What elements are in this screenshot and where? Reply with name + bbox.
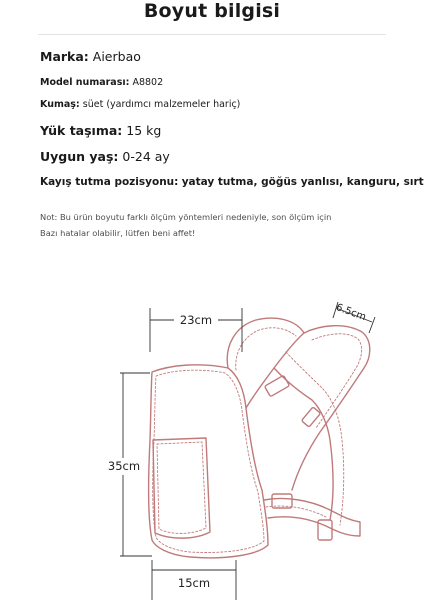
spec-model-label: Model numarası: <box>40 77 130 88</box>
bottom-width-label: 15cm <box>177 576 211 590</box>
spec-age-value: 0-24 ay <box>122 149 170 164</box>
spec-age-label: Uygun yaş: <box>40 149 119 164</box>
spec-brand-label: Marka: <box>40 49 89 64</box>
spec-fabric-value: süet (yardımcı malzemeler hariç) <box>82 99 241 110</box>
note-line-1: Not: Bu ürün boyutu farklı ölçüm yöntemleri nedeniyle, son ölçüm için <box>40 212 332 222</box>
spec-load-value: 15 kg <box>126 123 162 138</box>
carrier-outline <box>149 318 370 558</box>
dimension-lines <box>120 302 375 600</box>
top-width-label: 23cm <box>179 313 213 327</box>
page-title: Boyut bilgisi <box>143 0 281 22</box>
strap-width-label: 6.5cm <box>334 302 368 324</box>
spec-fabric-label: Kumaş: <box>40 99 80 110</box>
height-label: 35cm <box>107 459 141 473</box>
spec-positions-label: Kayış tutma pozisyonu: <box>40 176 179 188</box>
spec-model-value: A8802 <box>132 77 164 88</box>
spec-positions-value: yatay tutma, göğüs yanlısı, kanguru, sırt <box>181 176 424 188</box>
spec-load-label: Yük taşıma: <box>40 123 123 138</box>
note-line-2: Bazı hatalar olabilir, lütfen beni affet! <box>40 228 196 238</box>
spec-brand-value: Aierbao <box>92 49 141 64</box>
